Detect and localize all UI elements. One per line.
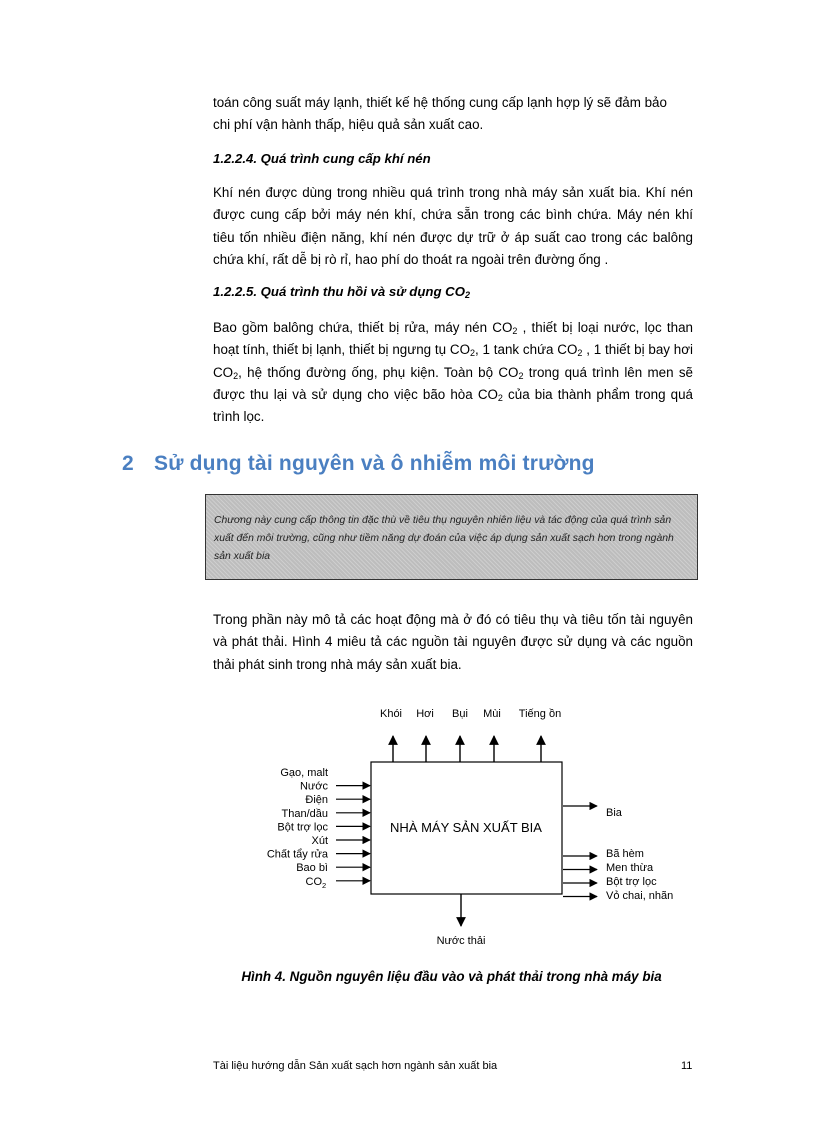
top-emissions <box>380 708 561 762</box>
figure-caption: Hình 4. Nguồn nguyên liệu đầu vào và phát thải trong nhà máy bia <box>241 969 662 984</box>
section-1225-text-6: trong quá trình lên men sẽ được thu lại và sử dụng cho việc bão hòa CO <box>213 364 693 402</box>
co2-subscript: 2 <box>577 348 583 359</box>
input-label: Bao bì <box>296 862 328 875</box>
footer-text: Tài liệu hướng dẫn Sản xuất sạch hơn ngành sản xuất bia <box>213 1060 498 1072</box>
co2-subscript: 2 <box>518 370 524 381</box>
input-label: Gạo, malt <box>280 767 328 779</box>
section-1225-heading-text: 1.2.2.5. Quá trình thu hồi và sử dụng CO <box>213 284 465 299</box>
emission-label: Mùi <box>483 708 501 720</box>
co2-text: CO <box>305 875 322 888</box>
section-1225-text-1: Bao gồm balông chứa, thiết bị rửa, máy nén CO <box>213 320 513 335</box>
section-1224-heading: 1.2.2.4. Quá trình cung cấp khí nén <box>213 151 431 166</box>
waste-outputs <box>563 848 673 902</box>
intro-line-2: chi phí vận hành thấp, hiệu quả sản xuất cao. <box>213 117 484 133</box>
section-1224-paragraph: Khí nén được dùng trong nhiều quá trình trong nhà máy sản xuất bia. Khí nén được cung cấp bởi máy nén khí, chứa sẵn trong các bình chứa. Máy nén khí tiêu tốn nhiều điện năng, khí nén được dự trữ ở áp suất cao trong các balông chứa khí, rất dễ bị rò rỉ, hao phí do thoát ra ngoài trên đường ống . <box>213 185 693 267</box>
emission-label: Khói <box>379 708 403 720</box>
waste-label: Bã hèm <box>606 848 644 860</box>
emission-label: Hơi <box>416 708 434 720</box>
intro-line-1: toán công suất máy lạnh, thiết kế hệ thống cung cấp lạnh hợp lý sẽ đảm bảo <box>213 95 667 110</box>
section-1225-text-5: , hệ thống đường ống, phụ kiện. Toàn bộ CO <box>238 364 519 380</box>
co2-subscript: 2 <box>497 392 503 403</box>
co2-subscript: 2 <box>464 290 470 300</box>
co2-subscript: 2 <box>512 326 518 336</box>
brewery-box-label: NHÀ MÁY SẢN XUẤT BIA <box>390 820 542 835</box>
input-label: Than/dầu <box>281 807 328 820</box>
chapter-title: Sử dụng tài nguyên và ô nhiễm môi trường <box>154 452 595 475</box>
body-paragraph: Trong phần này mô tả các hoạt động mà ở đó có tiêu thụ và tiêu tốn tài nguyên và phát thải. Hình 4 miêu tả các nguồn tài nguyên được sử dụng và các nguồn thải phát sinh trong nhà máy sản xuất bia. <box>213 612 693 672</box>
input-label: Chất tẩy rửa <box>266 848 328 861</box>
product-label: Bia <box>606 807 622 819</box>
emission-label: Tiếng ồn <box>518 708 562 720</box>
co2-subscript: 2 <box>322 880 327 890</box>
input-label: Nước <box>299 780 328 793</box>
waste-label: Vỏ chai, nhãn <box>606 890 674 902</box>
section-1225-text-4: , 1 thiết bị bay hơi CO <box>213 342 694 380</box>
waste-label: Bột trợ lọc <box>606 876 657 888</box>
section-1225-text-2: , thiết bị loại nước, lọc than hoạt tính, thiết bị lạnh, thiết bị ngưng tụ CO <box>213 320 693 358</box>
wastewater-label: Nước thải <box>436 935 486 947</box>
waste-label: Men thừa <box>606 862 654 874</box>
input-list <box>267 767 370 890</box>
page-number: 11 <box>681 1060 693 1072</box>
section-1225-text-7: của bia thành phẩm trong quá trình lọc. <box>213 386 693 425</box>
emission-label: Bụi <box>452 708 468 720</box>
chapter-number: 2 <box>122 452 134 475</box>
input-label: Bột trợ lọc <box>277 821 328 834</box>
input-label-co2 <box>306 876 323 888</box>
chapter-summary-text: Chương này cung cấp thông tin đặc thù về tiêu thụ nguyên nhiên liệu và tác động của quá trình sản xuất đến môi trường, cũng như tiềm năng dự đoán của việc áp dụng sản xuất sạch hơn trong ngành sản xuất bia <box>214 515 674 562</box>
input-label: Xút <box>311 835 328 847</box>
co2-subscript: 2 <box>233 370 239 381</box>
input-label: Điện <box>305 794 328 807</box>
section-1225-text-3: , 1 tank chứa CO <box>475 342 578 358</box>
co2-subscript: 2 <box>469 348 475 359</box>
